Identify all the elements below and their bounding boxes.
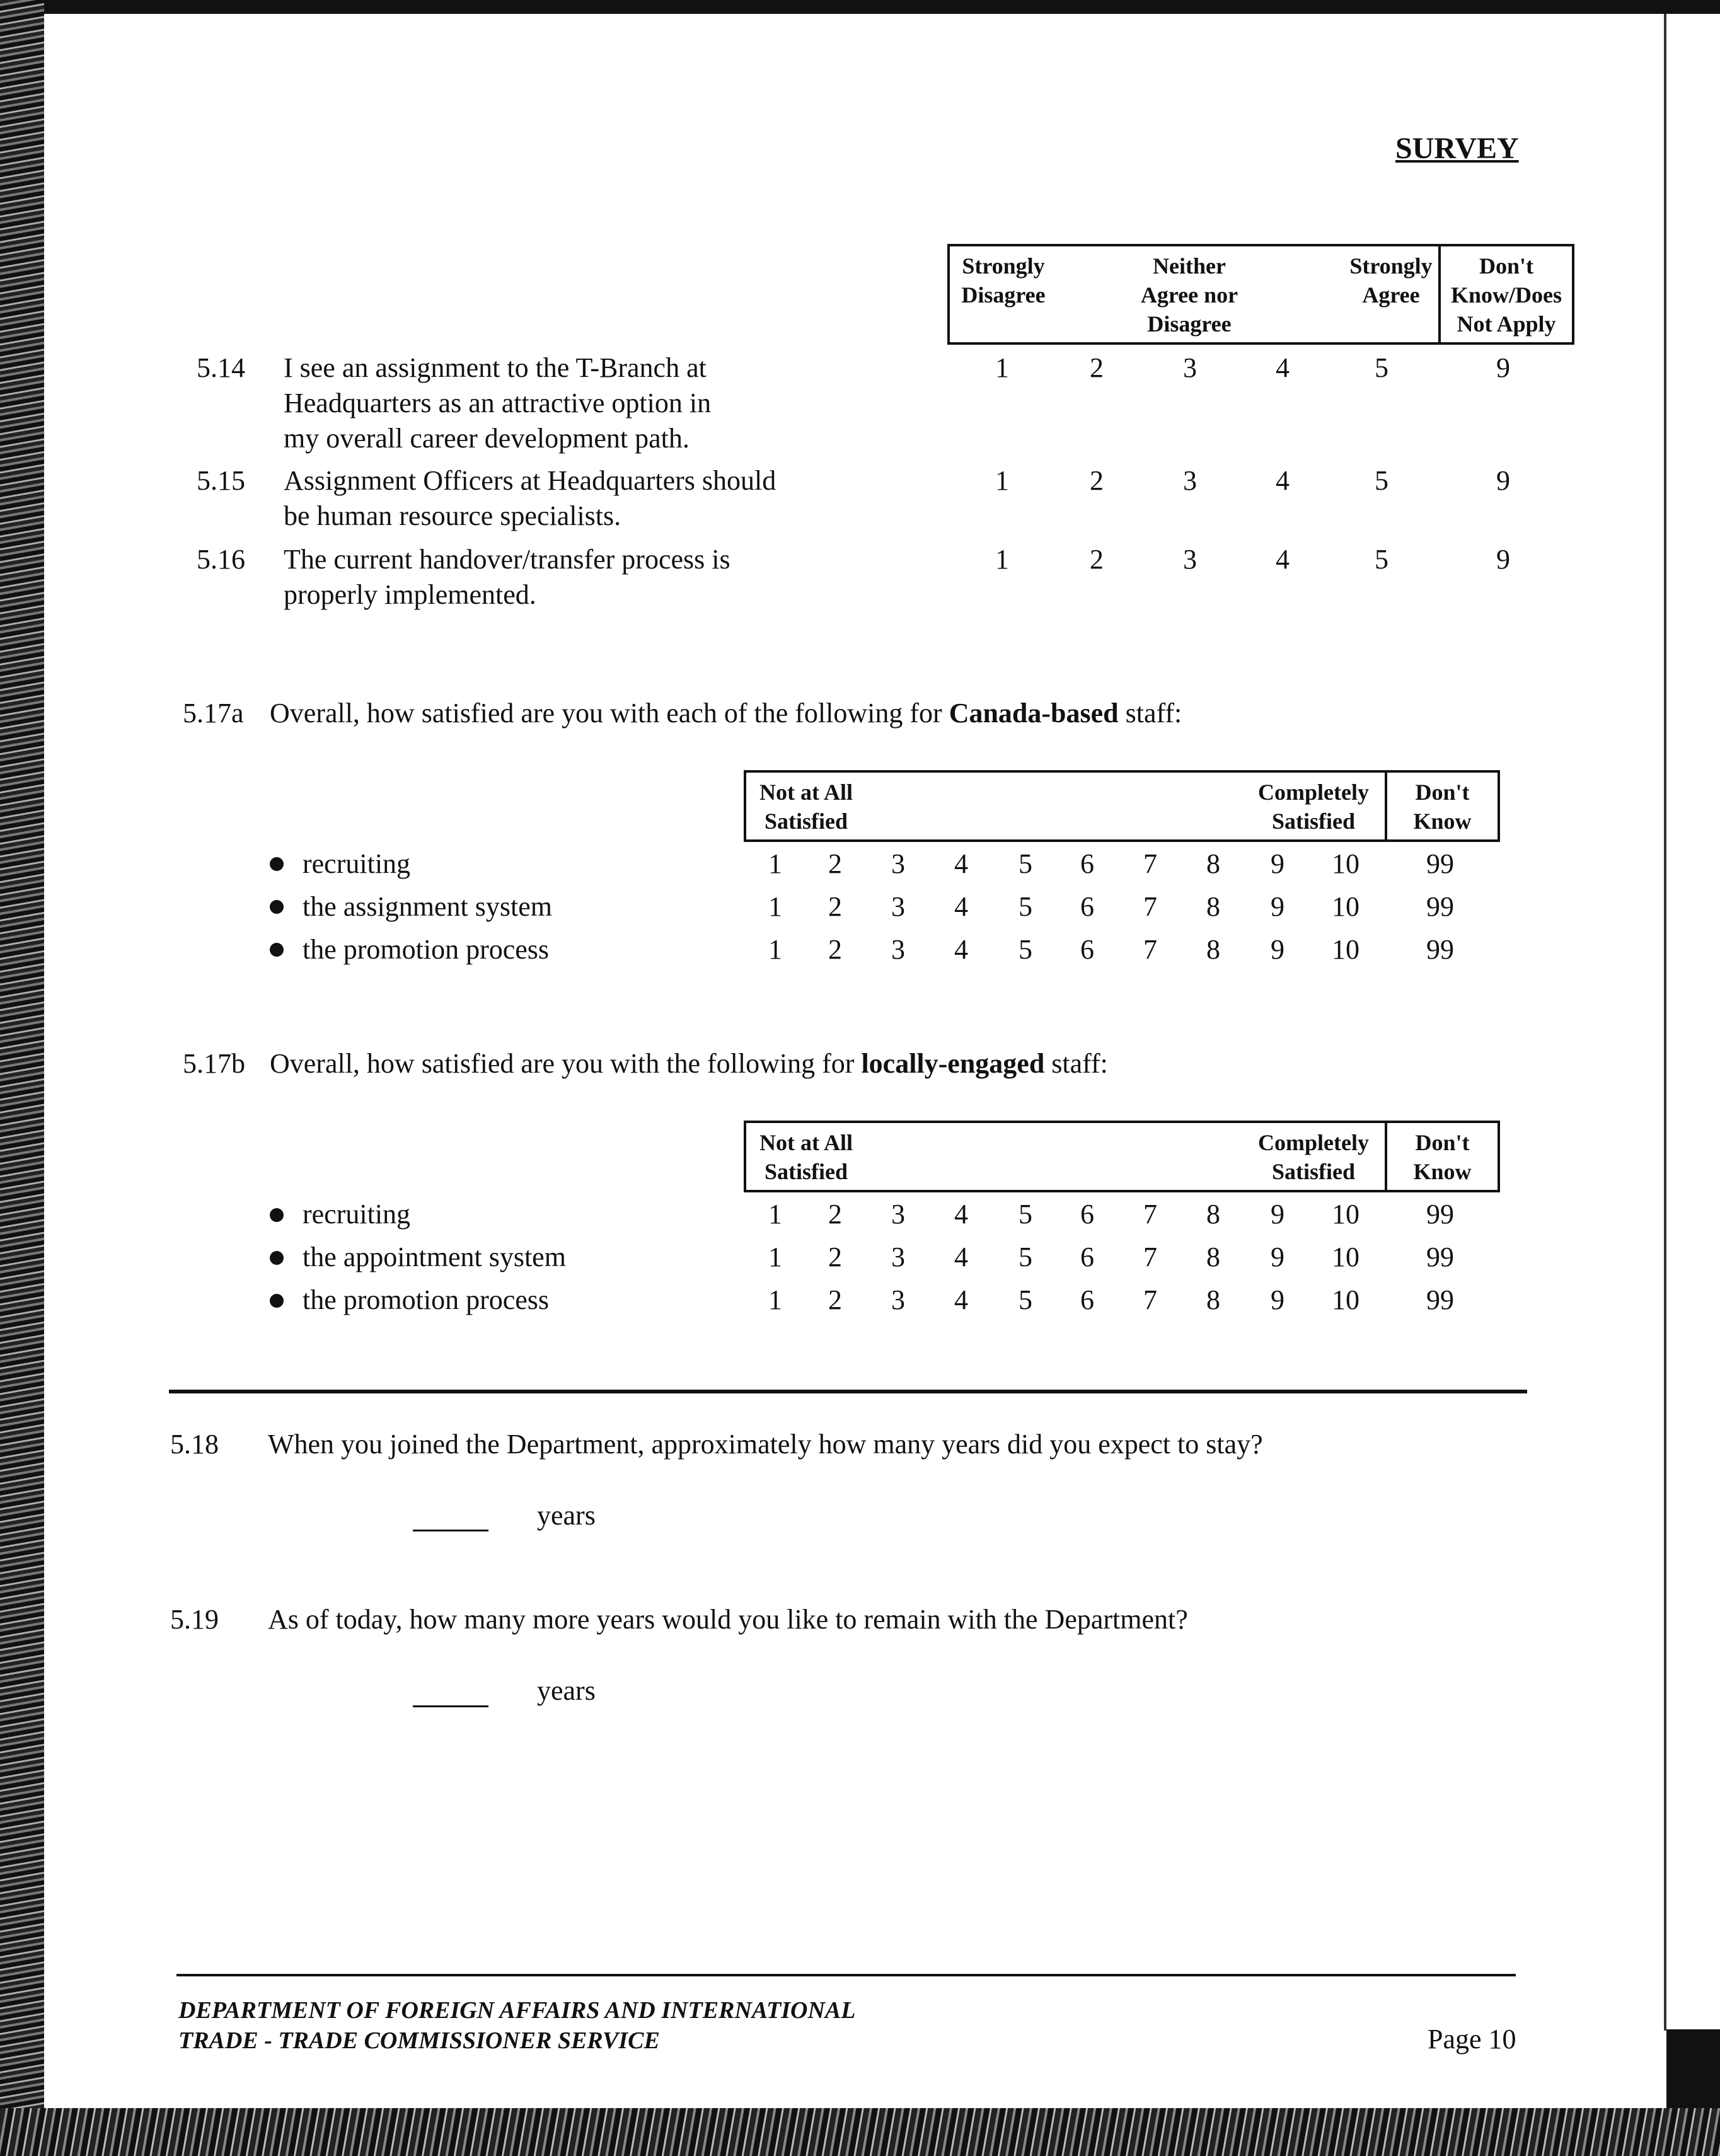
question-num: 5.14: [197, 352, 245, 383]
not-at-all-satisfied-label: Not at All Satisfied: [759, 780, 853, 834]
answer-option[interactable]: 10: [1332, 934, 1359, 965]
bullet-icon: [270, 1294, 284, 1308]
answer-option[interactable]: 99: [1426, 1199, 1454, 1230]
completely-satisfied-label: Completely Satisfied: [1258, 780, 1369, 834]
answer-option[interactable]: 5: [1375, 465, 1388, 496]
answer-option[interactable]: 4: [954, 934, 968, 965]
years-label: years: [537, 1675, 596, 1706]
answer-option[interactable]: 2: [1090, 352, 1104, 383]
question-text: When you joined the Department, approximately how many years did you expect to stay?: [268, 1429, 1263, 1460]
answer-option[interactable]: 99: [1426, 891, 1454, 922]
answer-option[interactable]: 2: [1090, 465, 1104, 496]
section-divider: [169, 1390, 1527, 1393]
years-input-line[interactable]: [413, 1530, 488, 1531]
answer-option[interactable]: 8: [1206, 1199, 1220, 1230]
answer-option[interactable]: 8: [1206, 934, 1220, 965]
answer-option[interactable]: 1: [768, 1284, 782, 1315]
answer-option[interactable]: 2: [828, 1242, 842, 1272]
answer-option[interactable]: 5: [1019, 1284, 1032, 1315]
answer-option[interactable]: 8: [1206, 1242, 1220, 1272]
answer-option[interactable]: 4: [954, 1199, 968, 1230]
years-input-line[interactable]: [413, 1705, 488, 1707]
bullet-icon: [270, 900, 284, 914]
answer-option[interactable]: 3: [891, 934, 905, 965]
bullet-icon: [270, 943, 284, 957]
question-text: As of today, how many more years would you like to remain with the Department?: [268, 1604, 1188, 1635]
strongly-disagree-label: Strongly Disagree: [961, 253, 1046, 308]
answer-option[interactable]: 2: [828, 1199, 842, 1230]
list-item: the appointment system: [303, 1242, 566, 1272]
footer-org: DEPARTMENT OF FOREIGN AFFAIRS AND INTERNATIONAL TRADE - TRADE COMMISSIONER SERVICE: [178, 1997, 856, 2054]
answer-option[interactable]: 2: [828, 891, 842, 922]
question-num: 5.19: [170, 1604, 219, 1635]
answer-option[interactable]: 9: [1271, 1242, 1284, 1272]
question-num: 5.15: [197, 465, 245, 496]
answer-option[interactable]: 1: [995, 465, 1009, 496]
answer-option[interactable]: 10: [1332, 1199, 1359, 1230]
answer-option[interactable]: 5: [1019, 891, 1032, 922]
answer-option[interactable]: 9: [1496, 465, 1510, 496]
scan-border-right: [1664, 14, 1666, 2031]
list-item: recruiting: [303, 848, 411, 879]
dont-know-label: Don't Know: [1413, 780, 1472, 834]
strongly-agree-label: Strongly Agree: [1349, 253, 1433, 308]
answer-option[interactable]: 5: [1019, 1242, 1032, 1272]
answer-option[interactable]: 3: [1183, 544, 1197, 575]
question-text: I see an assignment to the T-Branch at Headquarters as an attractive option in my overall career development path.: [284, 352, 712, 454]
answer-option[interactable]: 5: [1019, 1199, 1032, 1230]
bullet-icon: [270, 857, 284, 871]
answer-option[interactable]: 99: [1426, 848, 1454, 879]
answer-option[interactable]: 5: [1375, 352, 1388, 383]
answer-option[interactable]: 3: [1183, 465, 1197, 496]
answer-option[interactable]: 7: [1143, 1284, 1157, 1315]
scan-border-bottom: [0, 2108, 1720, 2156]
answer-option[interactable]: 99: [1426, 1284, 1454, 1315]
answer-option[interactable]: 10: [1332, 1242, 1359, 1272]
answer-option[interactable]: 4: [1276, 465, 1290, 496]
answer-option[interactable]: 7: [1143, 848, 1157, 879]
page-title: SURVEY: [1395, 132, 1519, 165]
answer-option[interactable]: 1: [995, 544, 1009, 575]
answer-option[interactable]: 8: [1206, 891, 1220, 922]
answer-option[interactable]: 9: [1271, 1199, 1284, 1230]
bullet-icon: [270, 1251, 284, 1265]
question-num: 5.17b: [183, 1048, 245, 1079]
answer-option[interactable]: 7: [1143, 1199, 1157, 1230]
answer-option[interactable]: 6: [1080, 1199, 1094, 1230]
answer-option[interactable]: 99: [1426, 1242, 1454, 1272]
question-num: 5.17a: [183, 698, 244, 729]
answer-option[interactable]: 5: [1375, 544, 1388, 575]
answer-option[interactable]: 4: [954, 891, 968, 922]
answer-option[interactable]: 99: [1426, 934, 1454, 965]
answer-option[interactable]: 6: [1080, 1284, 1094, 1315]
question-text: Overall, how satisfied are you with the following for locally-engaged staff:: [270, 1048, 1108, 1079]
answer-option[interactable]: 4: [954, 848, 968, 879]
agree-scale-header: [947, 244, 1574, 345]
answer-option[interactable]: 3: [891, 891, 905, 922]
answer-option[interactable]: 4: [1276, 352, 1290, 383]
answer-option[interactable]: 3: [891, 1242, 905, 1272]
satisfaction-scale-header: [744, 1121, 1500, 1192]
answer-option[interactable]: 9: [1496, 544, 1510, 575]
answer-option[interactable]: 6: [1080, 934, 1094, 965]
dont-know-label: Don't Know/Does Not Apply: [1450, 253, 1562, 337]
answer-option[interactable]: 9: [1271, 848, 1284, 879]
answer-option[interactable]: 9: [1271, 934, 1284, 965]
answer-option[interactable]: 2: [828, 934, 842, 965]
answer-option[interactable]: 3: [891, 1284, 905, 1315]
answer-option[interactable]: 9: [1271, 1284, 1284, 1315]
answer-option[interactable]: 2: [828, 848, 842, 879]
answer-option[interactable]: 5: [1019, 934, 1032, 965]
list-item: recruiting: [303, 1199, 411, 1230]
page-number: Page 10: [1428, 2024, 1516, 2055]
answer-option[interactable]: 6: [1080, 848, 1094, 879]
answer-option[interactable]: 1: [768, 848, 782, 879]
answer-option[interactable]: 8: [1206, 1284, 1220, 1315]
answer-option[interactable]: 1: [768, 934, 782, 965]
question-text: Assignment Officers at Headquarters should be human resource specialists.: [284, 465, 776, 531]
question-text: Overall, how satisfied are you with each of the following for Canada-based staff:: [270, 698, 1182, 729]
neither-label: Neither Agree nor Disagree: [1140, 253, 1238, 337]
answer-option[interactable]: 8: [1206, 848, 1220, 879]
question-num: 5.18: [170, 1429, 219, 1460]
answer-option[interactable]: 1: [768, 891, 782, 922]
answer-option[interactable]: 6: [1080, 891, 1094, 922]
answer-option[interactable]: 3: [891, 1199, 905, 1230]
answer-option[interactable]: 4: [954, 1242, 968, 1272]
answer-option[interactable]: 3: [1183, 352, 1197, 383]
answer-option[interactable]: 1: [995, 352, 1009, 383]
scan-border-left: [0, 0, 44, 2156]
answer-option[interactable]: 4: [954, 1284, 968, 1315]
answer-option[interactable]: 10: [1332, 1284, 1359, 1315]
answer-option[interactable]: 10: [1332, 891, 1359, 922]
answer-option[interactable]: 9: [1271, 891, 1284, 922]
bullet-icon: [270, 1208, 284, 1222]
question-num: 5.16: [197, 544, 245, 575]
list-item: the assignment system: [303, 891, 552, 922]
list-item: the promotion process: [303, 1284, 550, 1315]
answer-option[interactable]: 1: [768, 1242, 782, 1272]
answer-option[interactable]: 10: [1332, 848, 1359, 879]
question-text: The current handover/transfer process is properly implemented.: [284, 544, 730, 610]
completely-satisfied-label: Completely Satisfied: [1258, 1130, 1369, 1184]
answer-option[interactable]: 1: [768, 1199, 782, 1230]
answer-option[interactable]: 7: [1143, 1242, 1157, 1272]
not-at-all-satisfied-label: Not at All Satisfied: [759, 1130, 853, 1184]
answer-option[interactable]: 7: [1143, 934, 1157, 965]
answer-option[interactable]: 7: [1143, 891, 1157, 922]
scan-border-top: [0, 0, 1720, 14]
satisfaction-scale-header: [744, 770, 1500, 842]
answer-option[interactable]: 2: [828, 1284, 842, 1315]
answer-option[interactable]: 3: [891, 848, 905, 879]
dont-know-label: Don't Know: [1413, 1130, 1472, 1184]
answer-option[interactable]: 4: [1276, 544, 1290, 575]
answer-option[interactable]: 2: [1090, 544, 1104, 575]
answer-option[interactable]: 5: [1019, 848, 1032, 879]
answer-option[interactable]: 6: [1080, 1242, 1094, 1272]
years-label: years: [537, 1500, 596, 1531]
footer-divider: [176, 1974, 1516, 1976]
answer-option[interactable]: 9: [1496, 352, 1510, 383]
list-item: the promotion process: [303, 934, 550, 965]
